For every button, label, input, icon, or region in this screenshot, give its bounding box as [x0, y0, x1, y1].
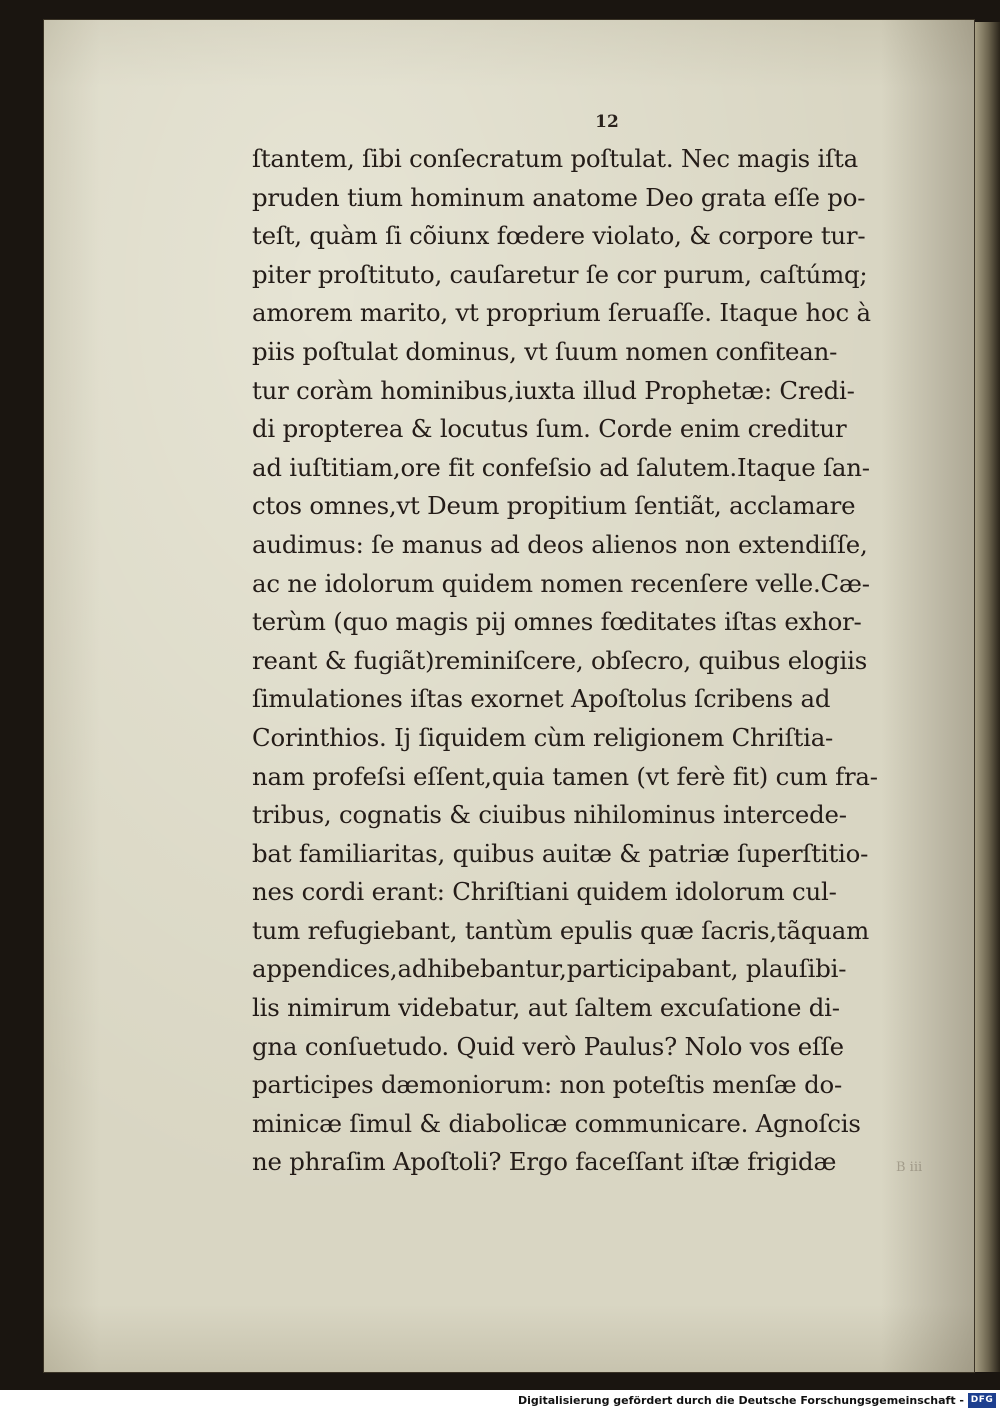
text-line: tum refugiebant, tantùm epulis quæ ſacris,tãquam [252, 915, 870, 945]
text-line: ſimulationes iſtas exornet Apoſtolus ſcribens ad [252, 684, 831, 714]
page-number: 12 [595, 112, 619, 132]
text-line: bat familiaritas, quibus auitæ & patriæ ſuperſtitio- [252, 838, 869, 868]
text-line: di propterea & locutus ſum. Corde enim creditur [252, 414, 847, 444]
text-line: participes dæmoniorum: non poteſtis menſæ do- [252, 1070, 843, 1100]
footer-bar [0, 1390, 1000, 1413]
signature-mark: B iii [896, 1160, 923, 1175]
text-line: pruden tium hominum anatome Deo grata eſſe po- [252, 182, 866, 212]
text-line: minicæ ſimul & diabolicæ communicare. Agnoſcis [252, 1108, 861, 1138]
text-line: appendices,adhibebantur,participabant, plauſibi- [252, 954, 847, 984]
text-line: nam profeſsi eſſent,quia tamen (vt ferè fit) cum fra- [252, 761, 878, 791]
text-line: ne phraſim Apoſtoli? Ergo faceſſant iſtæ frigidæ [252, 1147, 837, 1177]
text-line: piis poſtulat dominus, vt ſuum nomen confitean- [252, 336, 838, 366]
text-line: tribus, cognatis & ciuibus nihilominus intercede- [252, 800, 847, 830]
funding-notice: Digitalisierung gefördert durch die Deutsche Forschungsgemeinschaft - [517, 1394, 964, 1407]
text-line: lis nimirum videbatur, aut ſaltem excuſatione di- [252, 993, 840, 1023]
text-line: piter proſtituto, cauſaretur ſe cor purum, caſtúmq; [252, 259, 868, 289]
text-line: gna conſuetudo. Quid verò Paulus? Nolo vos eſſe [252, 1031, 844, 1061]
dfg-logo-icon: DFG [968, 1393, 996, 1408]
text-line: teſt, quàm ſi cõiunx fœdere violato, & corpore tur- [252, 221, 866, 251]
text-line: nes cordi erant: Chriſtiani quidem idolorum cul- [252, 877, 837, 907]
text-line: terùm (quo magis pij omnes fœditates iſtas exhor- [252, 607, 862, 637]
text-line: Corinthios. Ij ſiquidem cùm religionem Chriſtia- [252, 722, 834, 752]
text-line: amorem marito, vt proprium ſeruaſſe. Itaque hoc à [252, 298, 871, 328]
text-line: ad iuſtitiam,ore fit confeſsio ad ſalutem.Itaque ſan- [252, 452, 870, 482]
page-text [252, 140, 952, 1182]
text-line: reant & fugiãt)reminiſcere, obſecro, quibus elogiis [252, 645, 868, 675]
text-line: ac ne idolorum quidem nomen recenſere velle.Cæ- [252, 568, 870, 598]
text-line: ſtantem, ſibi conſecratum poſtulat. Nec magis iſta [252, 144, 858, 173]
text-line: audimus: ſe manus ad deos alienos non extendiſſe, [252, 529, 868, 559]
text-line: tur coràm hominibus,iuxta illud Prophetæ: Credi- [252, 375, 855, 405]
text-line: ctos omnes,vt Deum propitium ſentiãt, acclamare [252, 491, 856, 521]
